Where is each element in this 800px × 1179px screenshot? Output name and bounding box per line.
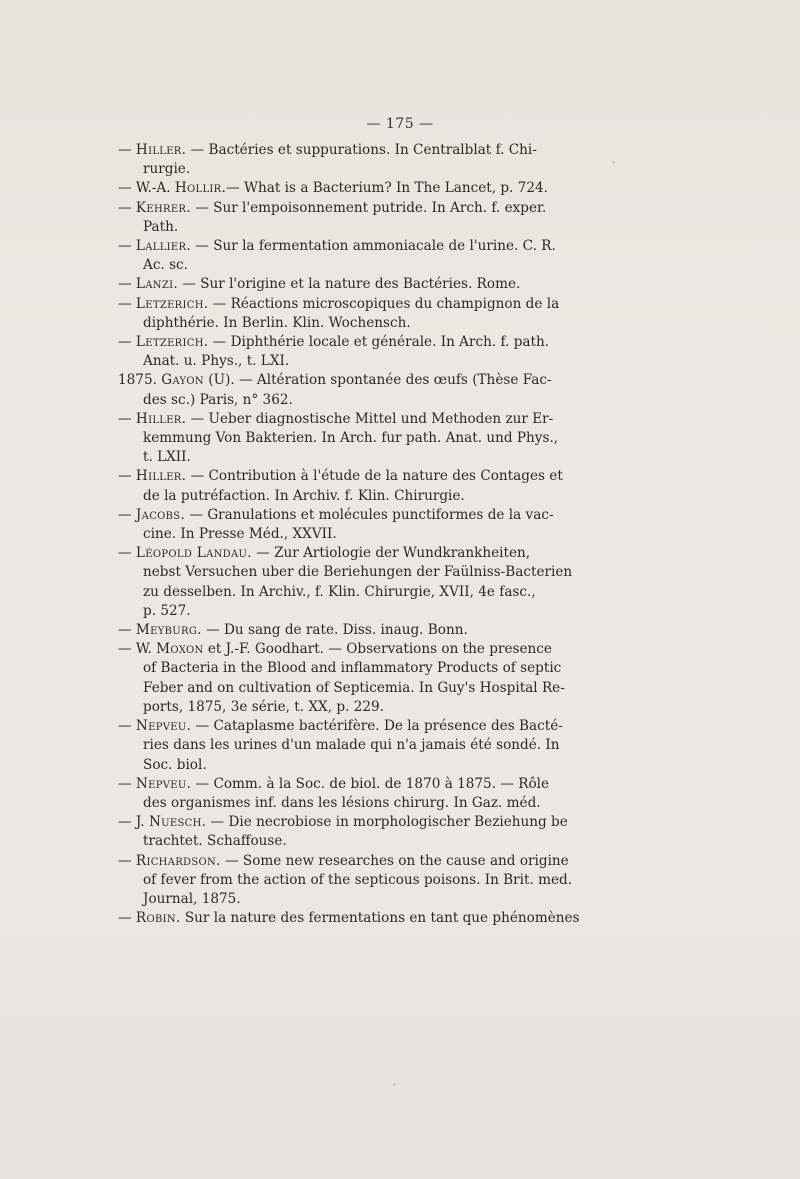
entry-prefix: — xyxy=(118,199,136,216)
entry-prefix: — xyxy=(118,276,136,293)
entry-author: Léopold Landau. xyxy=(135,545,252,562)
entry-author: Hiller. xyxy=(135,410,187,427)
entry-author: Robin. xyxy=(135,910,181,927)
entry-author: Nepveu. xyxy=(135,775,192,792)
entry-text: — Some new researches on the cause and origine of fever from the action of the septicous poisons. In Brit. med. Journal, 1875. xyxy=(143,852,573,907)
entry-text: et J.-F. Goodhart. — Observations on the presence of Bacteria in the Blood and inflammatory Products of septic Feber and on cultivation of Septicemia. In Guy's Hospital Re- ports, 1875, 3e série, t. XX, p. 229. xyxy=(143,641,565,715)
entry-text: — Sur la fermentation ammoniacale de l'urine. C. R. Ac. sc. xyxy=(143,238,556,274)
entry-author: Hollir. xyxy=(174,180,227,197)
entry-author: Kehrer. xyxy=(135,199,191,216)
bibliography-entry xyxy=(118,506,634,544)
bibliography-entry xyxy=(118,237,634,275)
entry-author: Letzerich. xyxy=(135,295,209,312)
entry-prefix: — xyxy=(118,622,136,639)
bibliography-entry xyxy=(118,371,634,409)
bibliography-entry xyxy=(118,909,634,928)
bibliography-list xyxy=(118,141,634,928)
bibliography-entry xyxy=(118,141,634,179)
entry-prefix: — xyxy=(118,718,136,735)
entry-prefix: 1875. xyxy=(118,372,162,389)
entry-prefix: — xyxy=(118,545,136,562)
entry-prefix: — xyxy=(118,142,136,158)
entry-prefix: — W. xyxy=(118,641,157,658)
entry-author: Jacobs. xyxy=(135,506,186,523)
bibliography-entry xyxy=(118,717,634,775)
entry-prefix: — xyxy=(118,410,136,427)
bibliography-entry xyxy=(118,295,634,333)
entry-prefix: — xyxy=(118,852,136,869)
paper-spot xyxy=(393,1083,396,1086)
paper-spot xyxy=(487,378,489,380)
entry-prefix: — J. xyxy=(118,814,149,831)
entry-author: Meyburg. xyxy=(135,622,202,639)
bibliography-entry xyxy=(118,467,634,505)
entry-text: — Réactions microscopiques du champignon de la diphthérie. In Berlin. Klin. Wochensch. xyxy=(143,295,560,331)
entry-author: Hiller. xyxy=(135,468,187,485)
entry-prefix: — xyxy=(118,910,136,927)
bibliography-entry xyxy=(118,410,634,468)
entry-text: — Sur l'empoisonnement putride. In Arch. f. exper. Path. xyxy=(143,199,547,235)
entry-prefix: — W.-A. xyxy=(118,180,175,197)
entry-text: Sur la nature des fermentations en tant que phénomènes xyxy=(180,910,580,927)
paper-spot xyxy=(612,161,615,164)
entry-text: — Granulations et molécules punctiformes de la vac- cine. In Presse Méd., XXVII. xyxy=(143,506,554,543)
entry-author: Nuesch. xyxy=(148,814,207,831)
entry-text: — Diphthérie locale et générale. In Arch. f. path. Anat. u. Phys., t. LXI. xyxy=(143,334,550,370)
entry-prefix: — xyxy=(118,468,136,485)
entry-prefix: — xyxy=(118,506,136,523)
bibliography-entry xyxy=(118,775,634,813)
entry-text: — Bactéries et suppurations. In Centralblat f. Chi- rurgie. xyxy=(143,142,537,178)
bibliography-entry xyxy=(118,199,634,237)
entry-text: — Contribution à l'étude de la nature des Contages et de la putréfaction. In Archiv. f. Klin. Chirurgie. xyxy=(143,468,563,504)
bibliography-entry xyxy=(118,852,634,910)
entry-author: Moxon xyxy=(156,641,204,658)
entry-prefix: — xyxy=(118,295,136,312)
entry-text: — Comm. à la Soc. de biol. de 1870 à 1875. — Rôle des organismes inf. dans les lésions chirurg. In Gaz. méd. xyxy=(143,775,550,811)
entry-text: — Ueber diagnostische Mittel und Methoden zur Er- kemmung Von Bakterien. In Arch. fur path. Anat. und Phys., t. LXII. xyxy=(143,410,559,466)
bibliography-entry xyxy=(118,179,634,198)
entry-text: — Du sang de rate. Diss. inaug. Bonn. xyxy=(201,622,468,639)
page-number: — 175 — xyxy=(366,116,434,132)
entry-text: — Sur l'origine et la nature des Bactéries. Rome. xyxy=(177,276,521,293)
entry-author: Letzerich. xyxy=(135,334,209,351)
entry-author: Gayon xyxy=(161,372,204,389)
bibliography-entry xyxy=(118,544,634,621)
entry-text: — Die necrobiose in morphologischer Beziehung be trachtet. Schaffouse. xyxy=(143,814,568,850)
bibliography-entry xyxy=(118,640,634,717)
entry-text: (U). — Altération spontanée des œufs (Thèse Fac- des sc.) Paris, n° 362. xyxy=(143,372,552,408)
entry-author: Lallier. xyxy=(135,238,191,255)
entry-text: — Cataplasme bactérifère. De la présence des Bacté- ries dans les urines d'un malade qui n'a jamais été sondé. In Soc. biol. xyxy=(143,718,563,773)
entry-prefix: — xyxy=(118,775,136,792)
entry-author: Nepveu. xyxy=(135,718,192,735)
entry-author: Richardson. xyxy=(135,852,221,869)
bibliography-entry xyxy=(118,333,634,371)
entry-author: Lanzi. xyxy=(135,276,178,293)
entry-text: — Zur Artiologie der Wundkrankheiten, nebst Versuchen uber die Beriehungen der Faülniss-Bacterien zu desselben. In Archiv., f. Klin. Chirurgie, XVII, 4e fasc., p. 527. xyxy=(143,545,573,619)
entry-text: — What is a Bacterium? In The Lancet, p. 724. xyxy=(226,180,548,197)
entry-prefix: — xyxy=(118,238,136,255)
entry-author: Hiller. xyxy=(135,142,187,158)
bibliography-entry xyxy=(118,275,634,294)
bibliography-entry xyxy=(118,813,634,851)
bibliography-entry xyxy=(118,621,634,640)
entry-prefix: — xyxy=(118,334,136,351)
